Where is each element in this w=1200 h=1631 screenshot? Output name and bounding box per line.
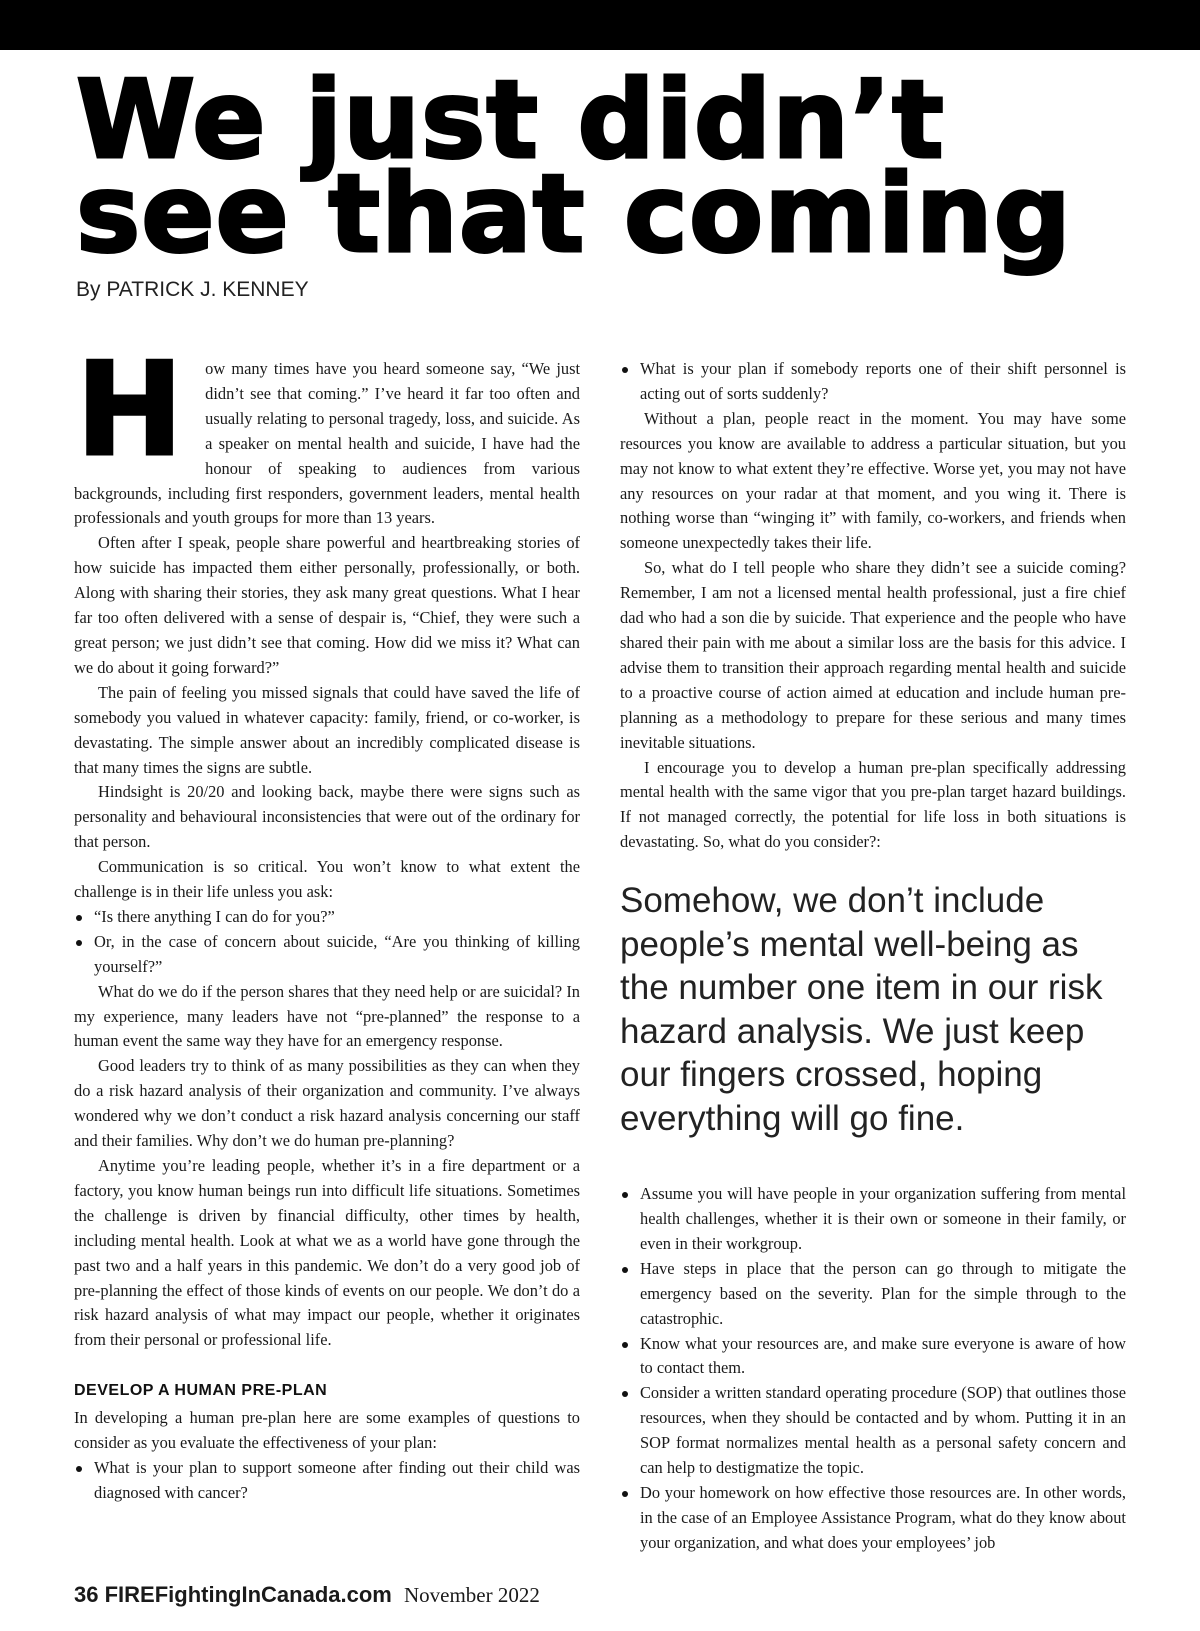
- paragraph: The pain of feeling you missed signals that could have saved the life of somebody you valued in whatever capacity: family, friend, or co-worker, is devastating. The simple answer about an incredibly complicated disease is that many times the signs are subtle.: [74, 682, 580, 777]
- bullet-item: Assume you will have people in your organization suffering from mental health challenges, whether it is their own or someone in their family, or even in their workgroup.: [620, 1182, 1126, 1257]
- right-column: [620, 357, 1126, 1556]
- section-subhead: DEVELOP A HUMAN PRE-PLAN: [74, 1382, 328, 1400]
- paragraph: So, what do I tell people who share they didn’t see a suicide coming? Remember, I am not a licensed mental health professional, just a fire chief dad who had a son die by suicide. That experience and the people who have shared their pain with me about a similar loss are the basis for this advice. I advise them to transition their approach regarding mental health and suicide to a proactive course of action aimed at education and include human pre-planning as a methodology to prepare for these serious and many times inevitable situations.: [620, 558, 1126, 752]
- bullet-item: Consider a written standard operating procedure (SOP) that outlines those resources, when they should be contacted and by whom. Putting it in an SOP format normalizes mental health as a personal safety concern and can help to destigmatize the topic.: [620, 1381, 1126, 1481]
- paragraph: What do we do if the person shares that they need help or are suicidal? In my experience, many leaders have not “pre-planned” the response to a human event the same way they have for an emergency response.: [74, 981, 580, 1051]
- footer-issue: November 2022: [403, 1583, 540, 1607]
- bullet-item: What is your plan to support someone after finding out their child was diagnosed with cancer?: [74, 1456, 580, 1506]
- pull-quote: Somehow, we don’t include people’s mental well-being as the number one item in our risk hazard analysis. We just keep our fingers crossed, hoping everything will go fine.: [620, 881, 1103, 1138]
- bullet-list: [74, 905, 580, 980]
- top-black-bar: [0, 0, 1200, 50]
- paragraph: Communication is so critical. You won’t know to what extent the challenge is in their life unless you ask:: [74, 857, 580, 902]
- page-number: 36: [74, 1582, 99, 1607]
- bullet-list: [620, 1182, 1126, 1556]
- paragraph: Good leaders try to think of as many possibilities as they can when they do a risk hazard analysis of their organization and community. I’ve always wondered why we don’t conduct a risk hazard analysis concerning our staff and their families. Why don’t we do human pre-planning?: [74, 1056, 580, 1151]
- article-headline: [76, 58, 1156, 277]
- paragraph: Without a plan, people react in the moment. You may have some resources you know are available to address a particular situation, but you may not know to what extent they’re effective. Worse yet, you may not have any resources on your radar at that moment, and you wing it. There is nothing worse than “winging it” with family, co-workers, and friends when someone unexpectedly takes their life.: [620, 408, 1126, 553]
- headline-line-1: We just didn’t: [76, 58, 945, 183]
- bullet-list: [74, 1456, 580, 1506]
- intro-text: ow many times have you heard someone say, “We just didn’t see that coming.” I’ve heard it far too often and usually relating to personal tragedy, loss, and suicide. As a speaker on mental health and suicide, I have had the honour of speaking to audiences from various backgrounds, including first responders, government leaders, mental health professionals and youth groups for more than 13 years.: [74, 359, 580, 528]
- page-footer: [74, 1582, 540, 1608]
- bullet-item: Know what your resources are, and make sure everyone is aware of how to contact them.: [620, 1332, 1126, 1382]
- footer-site: FIREFightingInCanada.com: [104, 1582, 392, 1607]
- paragraph: Hindsight is 20/20 and looking back, maybe there were signs such as personality and behavioural inconsistencies that were out of the ordinary for that person.: [74, 782, 580, 852]
- left-column: [74, 336, 580, 1506]
- bullet-list: [620, 357, 1126, 407]
- bullet-item: Do your homework on how effective those resources are. In other words, in the case of an Employee Assistance Program, what do they know about your organization, and what does your employees’ job: [620, 1481, 1126, 1556]
- byline: By PATRICK J. KENNEY: [76, 278, 309, 301]
- paragraph: In developing a human pre-plan here are some examples of questions to consider as you evaluate the effectiveness of your plan:: [74, 1408, 580, 1453]
- headline-line-2: see that coming: [76, 152, 1072, 277]
- paragraph: Anytime you’re leading people, whether it’s in a fire department or a factory, you know human beings run into difficult life situations. Sometimes the challenge is driven by financial difficulty, other times by health, including mental health. Look at what we as a world have gone through the past two and a half years in this pandemic. We don’t do a very good job of pre-planning the effect of those kinds of events on our people. We don’t do a risk hazard analysis of what may impact our people, whether it originates from their personal or professional life.: [74, 1156, 580, 1350]
- bullet-item: Have steps in place that the person can go through to mitigate the emergency based on the severity. Plan for the simple through to the catastrophic.: [620, 1257, 1126, 1332]
- paragraph: I encourage you to develop a human pre-plan specifically addressing mental health with the same vigor that you pre-plan target hazard buildings. If not managed correctly, the potential for life loss in both situations is devastating. So, what do you consider?:: [620, 757, 1126, 852]
- bullet-item: What is your plan if somebody reports one of their shift personnel is acting out of sorts suddenly?: [620, 357, 1126, 407]
- paragraph: Often after I speak, people share powerful and heartbreaking stories of how suicide has impacted them either personally, professionally, or both. Along with sharing their stories, they ask many great questions. What I hear far too often delivered with a sense of despair is, “Chief, they were such a great person; we just didn’t see that coming. How did we miss it? What can we do about it going forward?”: [74, 533, 580, 677]
- bullet-item: “Is there anything I can do for you?”: [74, 905, 580, 930]
- intro-paragraph: [74, 336, 580, 531]
- bullet-item: Or, in the case of concern about suicide, “Are you thinking of killing yourself?”: [74, 930, 580, 980]
- drop-cap: H: [76, 336, 184, 485]
